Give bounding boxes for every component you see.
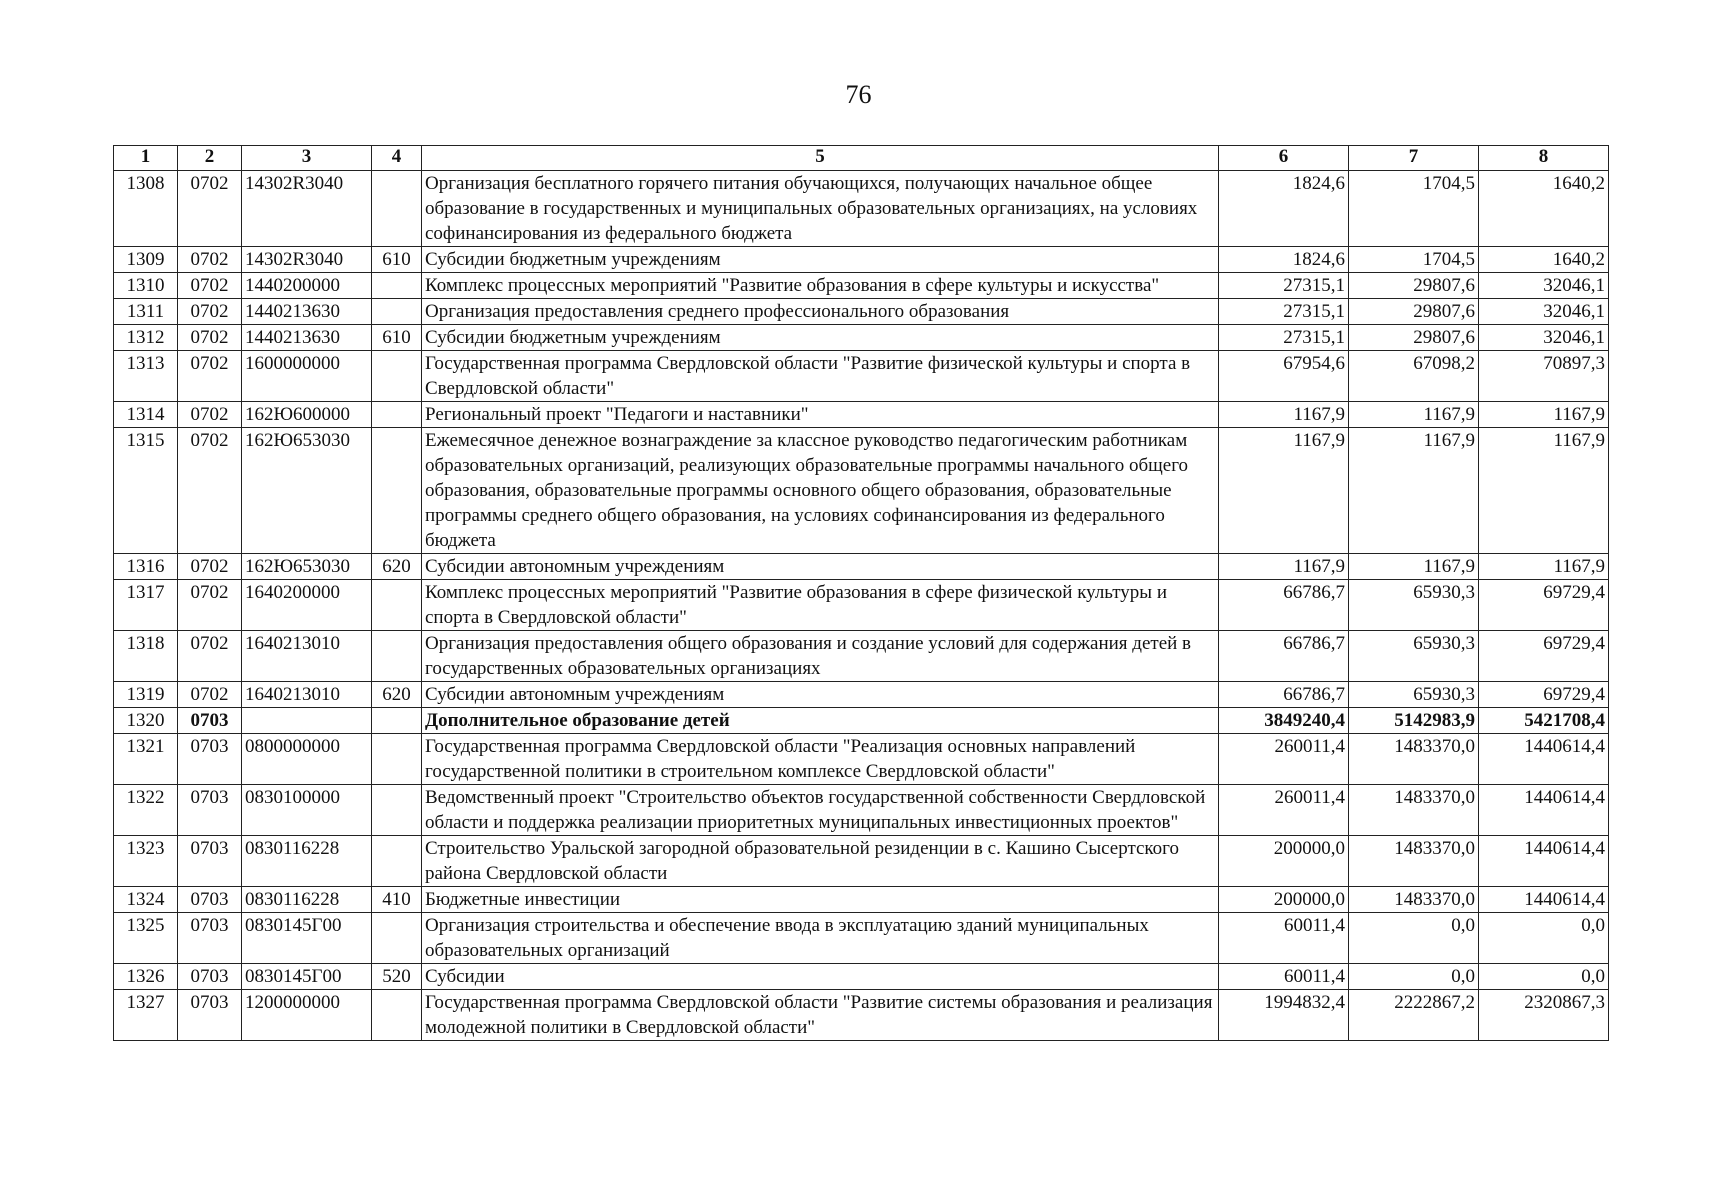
target-article-code: 1640213010	[242, 682, 372, 708]
amount-col-6: 200000,0	[1219, 887, 1349, 913]
amount-col-6: 1824,6	[1219, 247, 1349, 273]
header-col-6: 6	[1219, 146, 1349, 171]
target-article-code: 14302R3040	[242, 171, 372, 247]
row-number: 1309	[114, 247, 178, 273]
section-code: 0702	[178, 247, 242, 273]
table-row	[114, 554, 1609, 580]
amount-col-6: 1167,9	[1219, 428, 1349, 554]
amount-col-8: 32046,1	[1479, 299, 1609, 325]
expense-type-code: 610	[372, 247, 422, 273]
section-code: 0702	[178, 580, 242, 631]
row-number: 1321	[114, 734, 178, 785]
amount-col-8: 1440614,4	[1479, 785, 1609, 836]
item-name: Комплекс процессных мероприятий "Развитие образования в сфере культуры и искусства"	[422, 273, 1219, 299]
row-number: 1310	[114, 273, 178, 299]
amount-col-7: 1167,9	[1349, 428, 1479, 554]
row-number: 1317	[114, 580, 178, 631]
expense-type-code: 620	[372, 682, 422, 708]
section-code: 0702	[178, 273, 242, 299]
section-code: 0702	[178, 631, 242, 682]
target-article-code: 1600000000	[242, 351, 372, 402]
table-row	[114, 682, 1609, 708]
amount-col-6: 260011,4	[1219, 785, 1349, 836]
row-number: 1324	[114, 887, 178, 913]
row-number: 1327	[114, 990, 178, 1041]
expense-type-code	[372, 734, 422, 785]
target-article-code: 0830116228	[242, 836, 372, 887]
section-code: 0702	[178, 351, 242, 402]
section-code: 0703	[178, 785, 242, 836]
header-col-3: 3	[242, 146, 372, 171]
expense-type-code	[372, 580, 422, 631]
target-article-code: 162Ю653030	[242, 554, 372, 580]
amount-col-6: 67954,6	[1219, 351, 1349, 402]
table-row	[114, 428, 1609, 554]
row-number: 1308	[114, 171, 178, 247]
target-article-code: 14302R3040	[242, 247, 372, 273]
amount-col-6: 1167,9	[1219, 554, 1349, 580]
target-article-code: 0800000000	[242, 734, 372, 785]
amount-col-6: 66786,7	[1219, 631, 1349, 682]
row-number: 1326	[114, 964, 178, 990]
amount-col-8: 1440614,4	[1479, 734, 1609, 785]
amount-col-7: 1483370,0	[1349, 734, 1479, 785]
header-col-5: 5	[422, 146, 1219, 171]
amount-col-7: 29807,6	[1349, 299, 1479, 325]
item-name: Региональный проект "Педагоги и наставники"	[422, 402, 1219, 428]
amount-col-7: 1167,9	[1349, 554, 1479, 580]
item-name: Ведомственный проект "Строительство объектов государственной собственности Свердловской области и поддержка реализации приоритетных муниципальных инвестиционных проектов"	[422, 785, 1219, 836]
row-number: 1320	[114, 708, 178, 734]
row-number: 1316	[114, 554, 178, 580]
amount-col-7: 1167,9	[1349, 402, 1479, 428]
row-number: 1322	[114, 785, 178, 836]
item-name: Ежемесячное денежное вознаграждение за классное руководство педагогическим работникам образовательных организаций, реализующих образовательные программы начального общего образования, образовательные программы основного общего образования, образовательные программы среднего общего образования, на условиях софинансирования из федерального бюджета	[422, 428, 1219, 554]
header-row	[114, 146, 1609, 171]
amount-col-6: 200000,0	[1219, 836, 1349, 887]
amount-col-8: 69729,4	[1479, 580, 1609, 631]
amount-col-8: 5421708,4	[1479, 708, 1609, 734]
item-name: Субсидии автономным учреждениям	[422, 682, 1219, 708]
target-article-code: 1440213630	[242, 325, 372, 351]
expense-type-code: 620	[372, 554, 422, 580]
target-article-code: 0830100000	[242, 785, 372, 836]
expense-type-code	[372, 428, 422, 554]
expense-type-code	[372, 708, 422, 734]
target-article-code: 1200000000	[242, 990, 372, 1041]
amount-col-7: 1483370,0	[1349, 785, 1479, 836]
expense-type-code	[372, 171, 422, 247]
amount-col-7: 2222867,2	[1349, 990, 1479, 1041]
target-article-code: 1440200000	[242, 273, 372, 299]
amount-col-7: 0,0	[1349, 913, 1479, 964]
item-name: Дополнительное образование детей	[422, 708, 1219, 734]
amount-col-7: 1704,5	[1349, 171, 1479, 247]
table-row	[114, 247, 1609, 273]
header-col-7: 7	[1349, 146, 1479, 171]
section-code: 0703	[178, 887, 242, 913]
amount-col-7: 67098,2	[1349, 351, 1479, 402]
header-col-1: 1	[114, 146, 178, 171]
target-article-code: 0830116228	[242, 887, 372, 913]
expense-type-code: 520	[372, 964, 422, 990]
amount-col-7: 0,0	[1349, 964, 1479, 990]
item-name: Организация предоставления общего образования и создание условий для содержания детей в государственных образовательных организациях	[422, 631, 1219, 682]
amount-col-7: 1483370,0	[1349, 836, 1479, 887]
amount-col-8: 70897,3	[1479, 351, 1609, 402]
amount-col-8: 1167,9	[1479, 428, 1609, 554]
item-name: Государственная программа Свердловской области "Реализация основных направлений государственной политики в строительном комплексе Свердловской области"	[422, 734, 1219, 785]
amount-col-8: 2320867,3	[1479, 990, 1609, 1041]
expense-type-code	[372, 631, 422, 682]
section-code: 0703	[178, 913, 242, 964]
section-code: 0702	[178, 299, 242, 325]
target-article-code: 0830145Г00	[242, 913, 372, 964]
section-code: 0702	[178, 428, 242, 554]
row-number: 1311	[114, 299, 178, 325]
table-row	[114, 836, 1609, 887]
section-code: 0702	[178, 402, 242, 428]
section-code: 0702	[178, 325, 242, 351]
table-row	[114, 913, 1609, 964]
amount-col-7: 29807,6	[1349, 325, 1479, 351]
table-row	[114, 887, 1609, 913]
amount-col-7: 65930,3	[1349, 580, 1479, 631]
amount-col-8: 32046,1	[1479, 273, 1609, 299]
target-article-code: 162Ю600000	[242, 402, 372, 428]
amount-col-8: 1440614,4	[1479, 836, 1609, 887]
item-name: Государственная программа Свердловской области "Развитие системы образования и реализация молодежной политики в Свердловской области"	[422, 990, 1219, 1041]
amount-col-6: 60011,4	[1219, 913, 1349, 964]
section-code: 0702	[178, 554, 242, 580]
section-code: 0703	[178, 734, 242, 785]
amount-col-6: 27315,1	[1219, 299, 1349, 325]
table-body	[114, 171, 1609, 1041]
expense-type-code	[372, 785, 422, 836]
item-name: Субсидии бюджетным учреждениям	[422, 247, 1219, 273]
row-number: 1325	[114, 913, 178, 964]
item-name: Субсидии автономным учреждениям	[422, 554, 1219, 580]
amount-col-6: 1994832,4	[1219, 990, 1349, 1041]
amount-col-8: 69729,4	[1479, 631, 1609, 682]
expense-type-code	[372, 990, 422, 1041]
table-row	[114, 734, 1609, 785]
amount-col-8: 1167,9	[1479, 554, 1609, 580]
expense-type-code: 410	[372, 887, 422, 913]
row-number: 1318	[114, 631, 178, 682]
item-name: Государственная программа Свердловской области "Развитие физической культуры и спорта в Свердловской области"	[422, 351, 1219, 402]
target-article-code: 1440213630	[242, 299, 372, 325]
table-row	[114, 325, 1609, 351]
section-code: 0702	[178, 682, 242, 708]
budget-table	[113, 145, 1609, 1041]
amount-col-6: 60011,4	[1219, 964, 1349, 990]
amount-col-6: 1824,6	[1219, 171, 1349, 247]
row-number: 1319	[114, 682, 178, 708]
amount-col-7: 65930,3	[1349, 631, 1479, 682]
table-row	[114, 402, 1609, 428]
target-article-code	[242, 708, 372, 734]
table-row	[114, 990, 1609, 1041]
table-row	[114, 708, 1609, 734]
amount-col-6: 3849240,4	[1219, 708, 1349, 734]
expense-type-code	[372, 299, 422, 325]
row-number: 1314	[114, 402, 178, 428]
section-code: 0703	[178, 990, 242, 1041]
expense-type-code: 610	[372, 325, 422, 351]
item-name: Строительство Уральской загородной образовательной резиденции в с. Кашино Сысертского района Свердловской области	[422, 836, 1219, 887]
row-number: 1315	[114, 428, 178, 554]
amount-col-7: 1704,5	[1349, 247, 1479, 273]
table-row	[114, 299, 1609, 325]
amount-col-6: 1167,9	[1219, 402, 1349, 428]
table-row	[114, 631, 1609, 682]
table-row	[114, 171, 1609, 247]
amount-col-6: 260011,4	[1219, 734, 1349, 785]
header-col-4: 4	[372, 146, 422, 171]
expense-type-code	[372, 351, 422, 402]
header-col-2: 2	[178, 146, 242, 171]
amount-col-7: 1483370,0	[1349, 887, 1479, 913]
amount-col-8: 1167,9	[1479, 402, 1609, 428]
item-name: Организация строительства и обеспечение ввода в эксплуатацию зданий муниципальных образовательных организаций	[422, 913, 1219, 964]
item-name: Субсидии бюджетным учреждениям	[422, 325, 1219, 351]
item-name: Организация бесплатного горячего питания обучающихся, получающих начальное общее образование в государственных и муниципальных образовательных организациях, на условиях софинансирования из федерального бюджета	[422, 171, 1219, 247]
target-article-code: 1640213010	[242, 631, 372, 682]
expense-type-code	[372, 836, 422, 887]
amount-col-8: 1640,2	[1479, 171, 1609, 247]
expense-type-code	[372, 273, 422, 299]
item-name: Комплекс процессных мероприятий "Развитие образования в сфере физической культуры и спорта в Свердловской области"	[422, 580, 1219, 631]
expense-type-code	[372, 402, 422, 428]
amount-col-6: 27315,1	[1219, 273, 1349, 299]
item-name: Бюджетные инвестиции	[422, 887, 1219, 913]
amount-col-8: 32046,1	[1479, 325, 1609, 351]
amount-col-7: 29807,6	[1349, 273, 1479, 299]
amount-col-6: 66786,7	[1219, 682, 1349, 708]
table-row	[114, 580, 1609, 631]
page-number: 76	[845, 80, 872, 109]
header-col-8: 8	[1479, 146, 1609, 171]
amount-col-6: 27315,1	[1219, 325, 1349, 351]
amount-col-8: 0,0	[1479, 913, 1609, 964]
table-row	[114, 785, 1609, 836]
table-row	[114, 273, 1609, 299]
target-article-code: 0830145Г00	[242, 964, 372, 990]
amount-col-7: 65930,3	[1349, 682, 1479, 708]
amount-col-6: 66786,7	[1219, 580, 1349, 631]
expense-type-code	[372, 913, 422, 964]
target-article-code: 162Ю653030	[242, 428, 372, 554]
row-number: 1312	[114, 325, 178, 351]
item-name: Субсидии	[422, 964, 1219, 990]
row-number: 1323	[114, 836, 178, 887]
amount-col-8: 1640,2	[1479, 247, 1609, 273]
table-row	[114, 351, 1609, 402]
section-code: 0703	[178, 836, 242, 887]
section-code: 0703	[178, 964, 242, 990]
amount-col-8: 69729,4	[1479, 682, 1609, 708]
table-row	[114, 964, 1609, 990]
target-article-code: 1640200000	[242, 580, 372, 631]
row-number: 1313	[114, 351, 178, 402]
section-code: 0702	[178, 171, 242, 247]
section-code: 0703	[178, 708, 242, 734]
amount-col-8: 1440614,4	[1479, 887, 1609, 913]
item-name: Организация предоставления среднего профессионального образования	[422, 299, 1219, 325]
amount-col-8: 0,0	[1479, 964, 1609, 990]
amount-col-7: 5142983,9	[1349, 708, 1479, 734]
